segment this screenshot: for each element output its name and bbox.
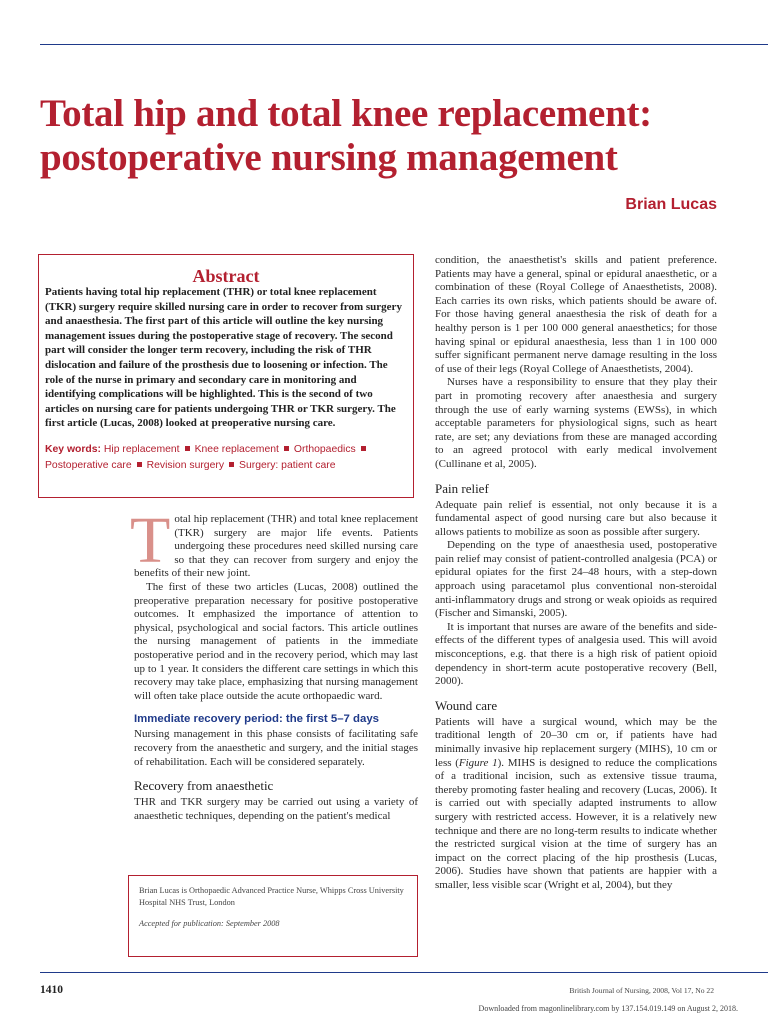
text-run: ). MIHS is designed to reduce the complications of a traditional incision, such as extensive tissue trauma, thereby promoting faster healing and recovery (Lucas, 2006). It is carried out with specially adapted instruments to allow surgery with restricted access. However, it is a relatively new technique and there are no long-term results to indicate whether the restricted surgical vision at the time of surgery has an impact on the correct placing of the hip prosthesis (Lucas, 2006). Studies have shown that patients are happier with a smaller, less visible scar (Wright et al, 2004), but they: [435, 756, 718, 891]
title-line-2: postoperative nursing management: [40, 136, 618, 179]
download-notice: Downloaded from magonlinelibrary.com by 137.154.019.149 on August 2, 2018.: [478, 1004, 738, 1013]
bottom-rule: [40, 972, 768, 973]
page-number: 1410: [40, 984, 63, 996]
abstract-box: [38, 254, 414, 498]
author-name: Brian Lucas: [625, 196, 717, 213]
paragraph: It is important that nurses are aware of the benefits and side-effects of the different types of analgesia used. This will avoid misconceptions, e.g. that there is a high risk of patient opioid dependency in short-term acute postoperative recovery (Bell, 2000).: [435, 620, 717, 688]
paragraph: Depending on the type of anaesthesia used, postoperative pain relief may consist of patient-controlled analgesia (PCA) or epidural opiates for the first 24–48 hours, with a step-down approach using paracetamol plus conventional non-steroidal anti-inflammatory drugs and strong or weak opioids as required (Fischer and Simanski, 2005).: [435, 539, 717, 620]
right-column: [435, 254, 717, 893]
title-line-1: Total hip and total knee replacement:: [40, 92, 652, 135]
text-run: Patients will have a surgical wound, which may be the traditional length of 20–30 cm or, if patients have had minimally invasive hip replacement surgery (MIHS), 10 cm or less (: [435, 715, 717, 769]
author-bio: Brian Lucas is Orthopaedic Advanced Practice Nurse, Whipps Cross University Hospital NHS Trust, London: [139, 886, 404, 907]
left-column: [130, 504, 418, 823]
paragraph-wound: [435, 716, 717, 893]
bullet-square-icon: [137, 462, 142, 467]
paragraph: condition, the anaesthetist's skills and patient preference. Patients may have a general, spinal or epidural anaesthetic, or a combination of these (Royal College of Anaesthetists, 2008). Each carries its own risks, which patients should be aware of. For those having general anaesthesia the risk of death for a healthy person is 1 per 100 000 general anaesthetics; for those having spinal or epidural anaesthesia, less than 1 in 100 000 suffer significant permanent nerve damage resulting in the loss of use of their legs (Royal College of Anaesthetists, 2004).: [435, 254, 717, 375]
keyword: Orthopaedics: [293, 443, 356, 455]
keyword: Knee replacement: [194, 443, 279, 455]
intro-paragraph: [130, 504, 418, 581]
bullet-square-icon: [229, 462, 234, 467]
bullet-square-icon: [185, 446, 190, 451]
journal-citation: British Journal of Nursing, 2008, Vol 17, No 22: [569, 986, 714, 995]
keyword: Postoperative care: [45, 459, 132, 471]
section-heading-pain: Pain relief: [435, 480, 489, 496]
paragraph: Adequate pain relief is essential, not only because it is a fundamental aspect of good nursing care but also because it allows patients to mobilize as soon as possible after surgery.: [435, 498, 717, 538]
keywords: [45, 442, 407, 474]
bullet-square-icon: [361, 446, 366, 451]
paragraph: Nurses have a responsibility to ensure that they play their part in promoting recovery after anaesthesia and surgery through the use of early warning systems (EWSs), in which acceptable parameters for physiological signs, such as heart rate, are set; any deviations from these are managed according to an agreed protocol with early medical involvement (Cullinane et al, 2005).: [435, 376, 717, 470]
section-heading-wound: Wound care: [435, 697, 498, 713]
accepted-date: Accepted for publication: September 2008: [139, 919, 280, 928]
abstract-body: Patients having total hip replacement (THR) or total knee replacement (TKR) surgery require skilled nursing care in order to recover from surgery and anaesthesia. The first part of this article will outline the key nursing management issues during the postoperative stage of recovery. The second part will consider the longer term recovery, including the risk of THR dislocation and failure of the prosthesis due to loosening or infection. The role of the nurse in primary and secondary care in monitoring and identifying complications will be highlighted. This is the second of two articles on nursing care for patients undergoing THR or TKR surgery. The first article (Lucas, 2008) looked at preoperative nursing care.: [45, 286, 402, 430]
figure-reference[interactable]: Figure 1: [458, 756, 498, 769]
section-heading-recovery: Recovery from anaesthetic: [134, 778, 274, 794]
top-rule: [40, 44, 768, 45]
paragraph: Nursing management in this phase consists of facilitating safe recovery from the anaesthetic and surgery, and the initial stages of rehabilitation. Each will be considered separately.: [134, 728, 418, 768]
author-bio-box: [128, 875, 418, 957]
drop-cap: T: [130, 504, 171, 577]
keyword: Surgery: patient care: [239, 459, 336, 471]
paragraph: The first of these two articles (Lucas, 2008) outlined the preoperative preparation necessary for positive postoperative outcomes. It emphasized the importance of attention to physical, psychological and social factors. This article outlines the nursing management of patients in the immediate postoperative period and in the recovery period, which may last up to 1 year. It considers the different care settings in which this recovery may take place, emphasizing that nursing management will often take place outside the acute orthopaedic ward.: [134, 580, 418, 702]
keyword: Revision surgery: [146, 459, 225, 471]
section-heading-immediate: Immediate recovery period: the first 5–7 days: [134, 713, 379, 726]
abstract-heading: Abstract: [192, 266, 260, 286]
keywords-label: Key words:: [45, 443, 102, 455]
keyword: Hip replacement: [103, 443, 180, 455]
bullet-square-icon: [284, 446, 289, 451]
intro-text: otal hip replacement (THR) and total knee replacement (TKR) surgery are major life events. Patients undergoing these procedures need skilled nursing care so that they can recover from surgery and enjoy the benefits of their new joint.: [134, 513, 418, 580]
article-title: [40, 92, 740, 180]
paragraph: THR and TKR surgery may be carried out using a variety of anaesthetic techniques, depending on the patient's medical: [134, 796, 418, 822]
